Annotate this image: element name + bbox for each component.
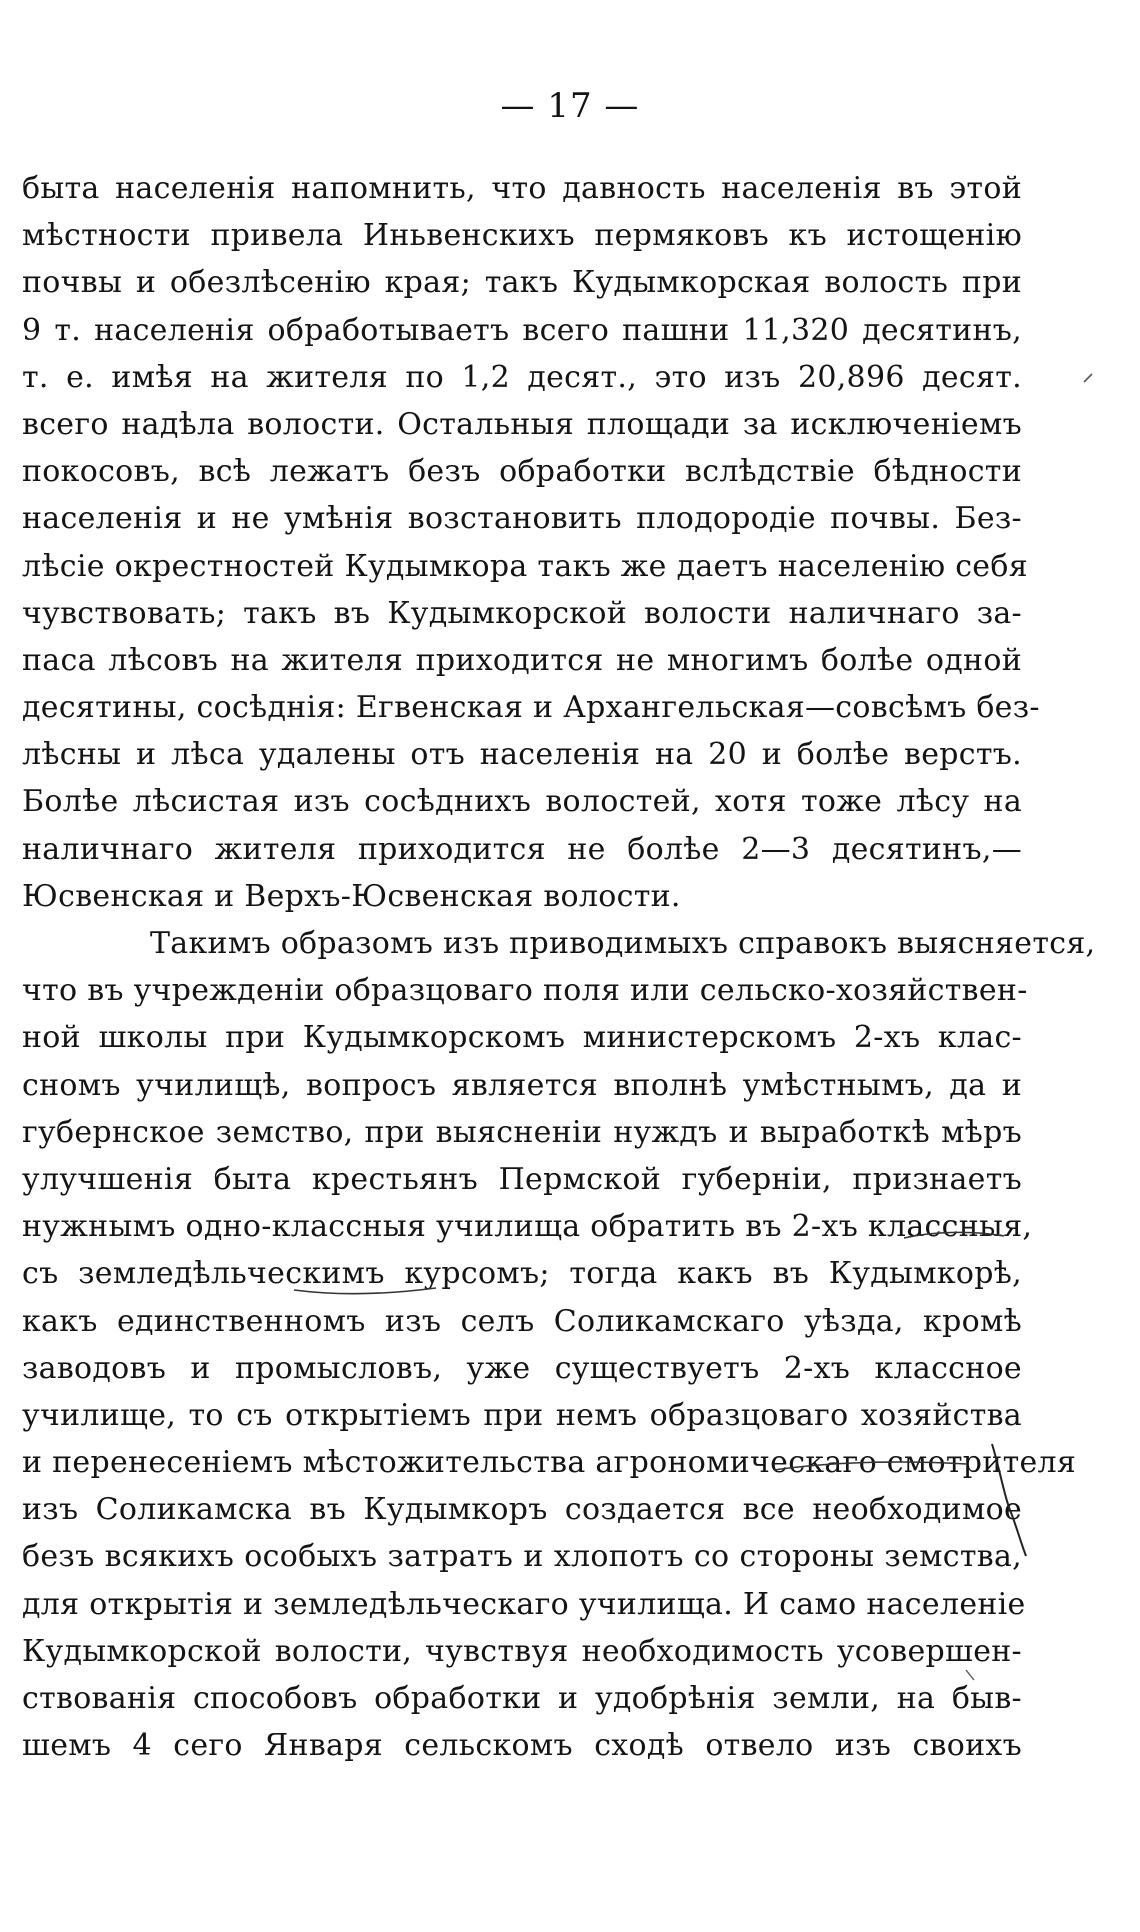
text-line: Юсвенская и Верхъ-Юсвенская волости. bbox=[22, 878, 681, 914]
underline-mark-kursom bbox=[290, 1278, 440, 1298]
text-line: улучшенія быта крестьянъ Пермской губерніи, признаетъ bbox=[22, 1161, 1022, 1197]
text-line: ствованія способовъ обработки и удобрѣнія земли, на быв- bbox=[22, 1681, 1022, 1716]
text-line: лѣсіе окрестностей Кудымкора такъ же даетъ населенію себя bbox=[22, 548, 1028, 584]
text-line: сномъ училищѣ, вопросъ является вполнѣ умѣстнымъ, да и bbox=[22, 1067, 1022, 1103]
paragraph-first-line: Такимъ образомъ изъ приводимыхъ справокъ выясняется, bbox=[150, 926, 1096, 961]
text-line: нужнымъ одно-классныя училища обратить въ 2-хъ классныя, bbox=[22, 1209, 1033, 1245]
text-line: для открытія и земледѣльческаго училища. И само населеніе bbox=[22, 1586, 1026, 1622]
text-line: десятины, сосѣднія: Егвенская и Архангельская—совсѣмъ без- bbox=[22, 690, 1040, 726]
text-line: быта населенія напомнить, что давность населенія въ этой bbox=[22, 171, 1022, 206]
page-number: — 17 — bbox=[500, 86, 640, 126]
text-line: мѣстности привела Иньвенскихъ пермяковъ къ истощенію bbox=[22, 218, 1022, 254]
overline-mark-neobkhodimoe bbox=[770, 1456, 970, 1476]
text-line: и перенесеніемъ мѣстожительства агрономическаго смотрителя bbox=[22, 1445, 1077, 1481]
text-line: почвы и обезлѣсенію края; такъ Кудымкорская волость при bbox=[22, 265, 1022, 301]
text-line: съ земледѣльческимъ курсомъ; тогда какъ въ Кудымкорѣ, bbox=[22, 1256, 1022, 1292]
margin-tick-mark bbox=[1080, 370, 1100, 386]
text-line: что въ учрежденіи образцоваго поля или сельско-хозяйствен- bbox=[22, 973, 1028, 1009]
text-line: 9 т. населенія обработываетъ всего пашни 11,320 десятинъ, bbox=[22, 312, 1022, 348]
text-line: всего надѣла волости. Остальныя площади за исключеніемъ bbox=[22, 406, 1022, 442]
text-line: училище, то съ открытіемъ при немъ образцоваго хозяйства bbox=[22, 1397, 1022, 1433]
text-line: лѣсны и лѣса удалены отъ населенія на 20 и болѣе верстъ. bbox=[22, 737, 1022, 773]
margin-vertical-stroke bbox=[980, 1440, 1040, 1560]
text-line: наличнаго жителя приходится не болѣе 2—3 десятинъ,— bbox=[22, 831, 1022, 867]
text-line: ной школы при Кудымкорскомъ министерскомъ 2-хъ клас- bbox=[22, 1020, 1022, 1056]
text-line: паса лѣсовъ на жителя приходится не многимъ болѣе одной bbox=[22, 642, 1022, 678]
underline-mark-klassnyya bbox=[900, 1226, 1010, 1246]
margin-tick-mark-bottom bbox=[960, 1666, 980, 1686]
text-line: какъ единственномъ изъ селъ Соликамскаго уѣзда, кромѣ bbox=[22, 1303, 1022, 1339]
text-line: Болѣе лѣсистая изъ сосѣднихъ волостей, хотя тоже лѣсу на bbox=[22, 784, 1022, 820]
text-line: т. е. имѣя на жителя по 1,2 десят., это изъ 20,896 десят. bbox=[22, 359, 1022, 395]
text-line: Кудымкорской волости, чувствуя необходимость усовершен- bbox=[22, 1633, 1022, 1669]
text-line: безъ всякихъ особыхъ затратъ и хлопотъ со стороны земства, bbox=[22, 1539, 1022, 1575]
text-line: чувствовать; такъ въ Кудымкорской волости наличнаго за- bbox=[22, 595, 1022, 631]
body-text bbox=[22, 165, 1096, 1769]
text-line: заводовъ и промысловъ, уже существуетъ 2-хъ классное bbox=[22, 1350, 1022, 1386]
text-line: изъ Соликамска въ Кудымкоръ создается все необходимое bbox=[22, 1492, 1022, 1528]
text-line: покосовъ, всѣ лежатъ безъ обработки вслѣдствіе бѣдности bbox=[22, 454, 1022, 490]
text-line: губернское земство, при выясненіи нуждъ и выработкѣ мѣръ bbox=[22, 1114, 1022, 1150]
text-line: шемъ 4 сего Января сельскомъ сходѣ отвело изъ своихъ bbox=[22, 1728, 1022, 1764]
text-line: населенія и не умѣнія возстановить плодородіе почвы. Без- bbox=[22, 501, 1022, 537]
